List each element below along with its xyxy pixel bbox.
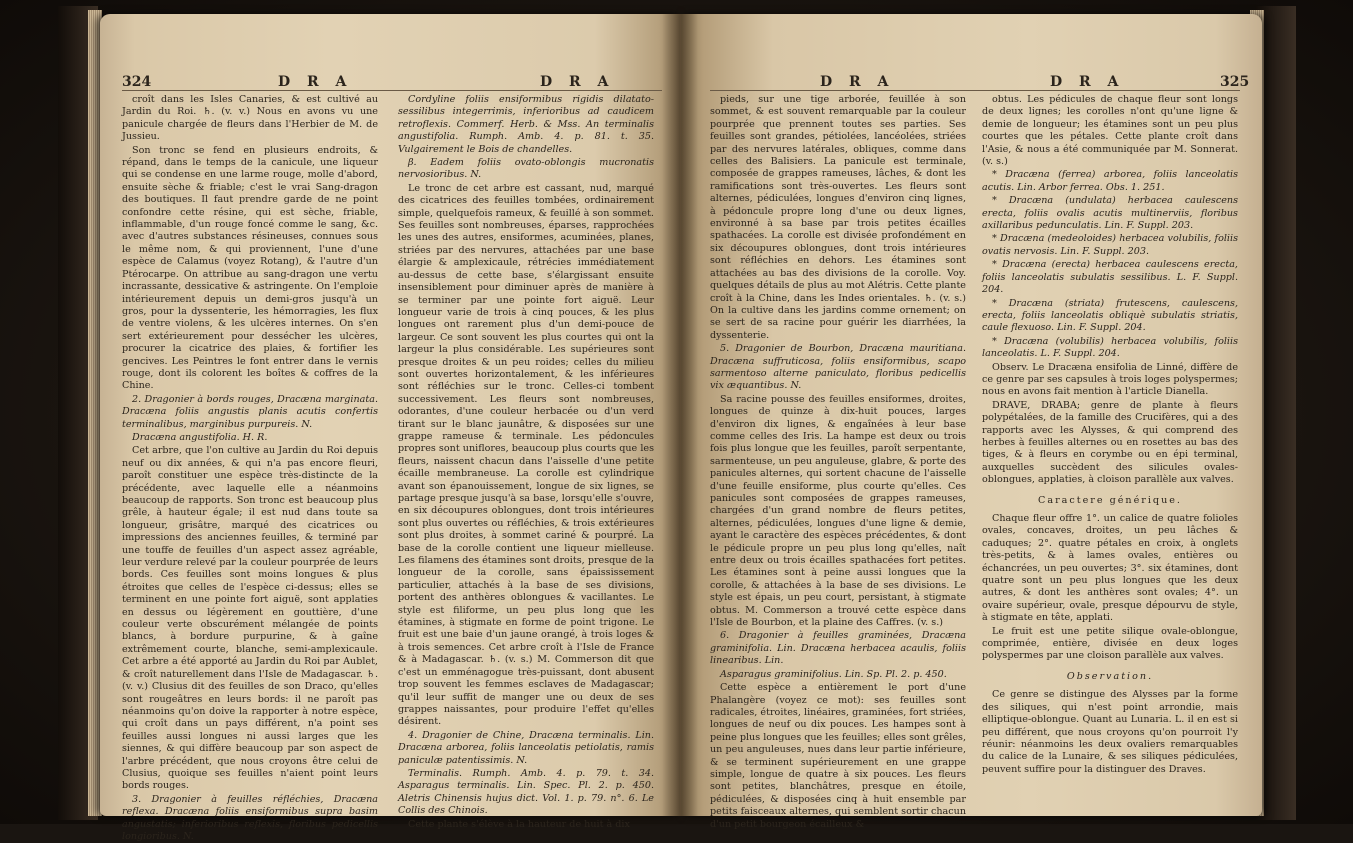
left-running-head-col1: D R A — [278, 74, 353, 90]
left-column-2 — [398, 94, 654, 830]
paragraph: Le tronc de cet arbre est cassant, nud, marqué des cicatrices des feuilles tombées, ordinairement simple, quelquefois rameux, & feuillé à son sommet. Ses feuilles sont nombreuses, éparses, rapprochées les unes des autres, ensiformes, acuminées, planes, striées par des nervures, attachées par une base élargie & amplexicaule, rétrécies immédiatement au-dessus de cette base, s'élargissant ensuite insensiblement pour diminuer après de manière à se terminer par une pointe fort aiguë. Leur longueur varie de trois à cinq pouces, & les plus longues ont rarement plus d'un demi-pouce de largeur. Ce sont souvent les plus courtes qui ont la largeur la plus considérable. Les supérieures sont presque droites & un peu roides; celles du milieu sont ouvertes horizontalement, & les inférieures sont réfléchies sur le tronc. Celles-ci tombent successivement. Les fleurs sont nombreuses, odorantes, d'une couleur herbacée ou d'un verd tirant sur le blanc jaunâtre, & disposées sur une grappe rameuse & terminale. Les pédoncules propres sont uniflores, beaucoup plus courts que les fleurs, naissent chacun dans l'aisselle d'une petite écaille membraneuse. La corolle est cylindrique avant son épanouissement, longue de six lignes, se partage presque jusqu'à sa base, lorsqu'elle s'ouvre, en six découpures oblongues, dont trois intérieures sont plus ouvertes ou réfléchies, & trois extérieures sont plus droites, à sommet cariné & pourpré. La base de la corolle contient une liqueur mielleuse. Les filamens des étamines sont droits, presque de la longueur de la corolle, sans épaississement particulier, attachés à la base de ses divisions, portent des anthères oblongues & vacillantes. Le style est filiforme, un peu plus long que les étamines, à stigmate en forme de point trigone. Le fruit est une baie d'un jaune orangé, à trois loges & à trois semences. Cet arbre croît à l'Isle de France & à Madagascar. ♄. (v. s.) M. Commerson dit que c'est un emménagogue très-puissant, dont abusent trop souvent les femmes esclaves de Madagascar; qu'il leur suffit de manger une ou deux de ses grappes naissantes, pour produire l'effet qu'elles désirent. — [398, 182, 654, 728]
paragraph: Son tronc se fend en plusieurs endroits, & répand, dans le temps de la canicule, une liqueur qui se condense en une larme rouge, molle d'abord, ensuite sèche & friable; c'est le vrai Sang-dragon des boutiques. Il faut prendre garde de ne point confondre cette résine, qui est sèche, friable, inflammable, d'un rouge foncé comme le sang, &c. avec d'autres substances résineuses, connues sous le même nom, & qui proviennent, l'une d'une espèce de Calamus (voyez Rotang), & l'autre d'un Ptérocarpe. On attribue au sang-dragon une vertu incrassante, dessicative & astringente. On l'emploie intérieurement depuis un demi-gros jusqu'à un gros, pour la dyssenterie, les hémorragies, les flux de ventre violens, & les ulcères internes. On s'en sert extérieurement pour dessécher les ulcères, procurer la cicatrice des plaies, & fortifier les gencives. Les Peintres le font entrer dans le vernis rouge, dont ils colorent les boîtes & coffres de la Chine. — [122, 144, 378, 392]
book-gutter — [662, 14, 698, 816]
paragraph: Ce genre se distingue des Alysses par la forme des siliques, qui n'est point arrondie, mais elliptique-oblongue. Quant au Lunaria. L. il en est si peu différent, que nous croyons qu'on pourroit l'y réunir: néanmoins les deux ovaliers remarquables du calice de la Lunaire, & ses siliques pédiculées, peuvent suffire pour la distinguer des Draves. — [982, 689, 1238, 775]
right-header-rule — [710, 90, 1240, 91]
right-page — [680, 14, 1262, 830]
genus-entry: DRAVE, DRABA; genre de plante à fleurs polypétalées, de la famille des Crucifères, qui a des rapports avec les Alysses, & qui comprend des herbes à feuilles alternes ou en rosettes au bas des tiges, & à fleurs en corymbe ou en épi terminal, auxquelles succèdent des silicules ovales-oblongues, applaties, à cloison parallèle aux valves. — [982, 399, 1238, 486]
species-note: * Dracæna (erecta) herbacea caulescens erecta, foliis lanceolatis subulatis sessilibus. L. F. Suppl. 204. — [982, 259, 1238, 296]
species-note: * Dracæna (striata) frutescens, caulescens, erecta, foliis lanceolatis obliquè subulatis striatis, caule flexuoso. Lin. F. Suppl. 204. — [982, 297, 1238, 334]
paragraph: pieds, sur une tige arborée, feuillée à son sommet, & est souvent remarquable par la couleur pourprée que prennent toutes ses parties. Ses feuilles sont grandes, pétiolées, lancéolées, striées par des nervures latérales, obliques, comme dans celles des Balisiers. La panicule est terminale, composée de grappes rameuses, lâches, & dont les ramifications sont très-ouvertes. Les fleurs sont alternes, pédiculées, longues d'environ cinq lignes, à pédoncule propre long d'une ou deux lignes, environné à sa base par trois petites écailles spathacées. La corolle est divisée profondément en six découpures oblongues, dont trois intérieures sont réfléchies en dehors. Les étamines sont attachées au bas des divisions de la corolle. Voy. quelques détails de plus au mot Alétris. Cette plante croît à la Chine, dans les Indes orientales. ♄. (v. s.) On la cultive dans les jardins comme ornement; on se sert de sa racine pour guérir les diarrhées, la dyssenterie. — [710, 94, 966, 341]
synonym: Dracæna angustifolia. H. R. — [132, 431, 268, 443]
synonym: Cordyline foliis ensiformibus rigidis dilatato-sessilibus integerrimis, inferioribus ad caudicem retroflexis. Commerf. Herb. & Mss. An terminalis angustifolia. Rumph. Amb. 4. p. 81. t. 35. Vulgairement le Bois de chandelles. — [398, 94, 654, 155]
synonym: Asparagus graminifolius. Lin. Sp. Pl. 2. p. 450. — [720, 668, 947, 680]
species-entry: 6. Dragonier à feuilles graminées, Dracæna graminifolia. Lin. Dracæna herbacea acaulis, foliis linearibus. Lin. — [710, 630, 966, 667]
paragraph: Sa racine pousse des feuilles ensiformes, droites, longues de quinze à dix-huit pouces, larges d'environ dix lignes, & engaînées à leur base comme celles des Iris. La hampe est deux ou trois fois plus longue que les feuilles, paroît serpentante, sarmenteuse, un peu anguleuse, glabre, & porte des panicules alternes, qui sortent chacune de l'aisselle d'une feuille ensiforme, plus courte qu'elles. Ces panicules sont composées de grappes rameuses, chargées d'un grand nombre de fleurs petites, alternes, pédiculées, longues d'une ligne & demie, ayant le caractère des espèces précédentes, & dont le pédicule propre un peu plus long qu'elles, naît entre deux ou trois écailles spathacées fort petites. Les étamines sont à peine aussi longues que la corolle, & attachées à la base de ses divisions. Le style est épais, un peu court, persistant, à stigmate obtus. M. Commerson a trouvé cette espèce dans l'Isle de Bourbon, et la plaine des Caffres. (v. s.) — [710, 393, 966, 629]
left-header-rule — [122, 90, 662, 91]
species-entry: 4. Dragonier de Chine, Dracæna terminalis. Lin. Dracæna arborea, foliis lanceolatis petiolatis, ramis paniculæ patentissimis. N. — [398, 729, 654, 766]
variety: β. Eadem foliis ovato-oblongis mucronatis nervosioribus. N. — [398, 157, 654, 181]
left-running-head-col2: D R A — [540, 74, 615, 90]
species-note: * Dracæna (volubilis) herbacea volubilis, foliis lanceolatis. L. F. Suppl. 204. — [982, 335, 1238, 360]
species-entry: 2. Dragonier à bords rouges, Dracæna marginata. Dracæna foliis angustis planis acutis confertis terminalibus, marginibus purpureis. N. — [122, 393, 378, 430]
right-column-2 — [982, 94, 1238, 794]
section-heading: Caractere générique. — [1038, 494, 1182, 506]
species-note: * Dracæna (ferrea) arborea, foliis lanceolatis acutis. Lin. Arbor ferrea. Obs. 1. 251. — [982, 169, 1238, 193]
section-heading: Observation. — [1066, 670, 1154, 682]
right-column-1 — [710, 94, 966, 830]
paragraph: obtus. Les pédicules de chaque fleur sont longs de deux lignes; les corolles n'ont qu'une ligne & demie de longueur; les étamines sont un peu plus courtes que les pétales. Cette plante croît dans l'Asie, & nous a été communiquée par M. Sonnerat. (v. s.) — [982, 94, 1238, 168]
left-column-1 — [122, 94, 378, 842]
right-running-head-col2: D R A — [1050, 74, 1125, 90]
paragraph: croît dans les Isles Canaries, & est cultivé au Jardin du Roi. ♄. (v. v.) Nous en avons vu une panicule chargée de fleurs dans l'Herbier de M. de Jussieu. — [122, 94, 378, 143]
right-page-number: 325 — [1220, 74, 1250, 90]
paragraph: Cet arbre, que l'on cultive au Jardin du Roi depuis neuf ou dix années, & qui n'a pas encore fleuri, paroît constituer une espèce très-distincte de la précédente, avec laquelle elle a néanmoins beaucoup de rapports. Son tronc est beaucoup plus grêle, à hauteur égale; il est nud dans toute sa longueur, grisâtre, marqué des cicatrices ou impressions des anciennes feuilles, & terminé par une touffe de feuilles d'un aspect assez agréable, leur verdure relevé par la couleur pourprée de leurs bords. Ces feuilles sont moins longues & plus étroites que celles de l'espèce ci-dessus; elles se terminent en une pointe fort aiguë, sont applaties en dessus ou légèrement en gouttière, d'une couleur verte obscurément mélangée de points blancs, à bordure purpurine, & à gaîne extrêmement courte, blanche, semi-amplexicaule. Cet arbre a été apporté au Jardin du Roi par Aublet, & croît naturellement dans l'Isle de Madagascar. ♄. (v. v.) Clusius dit des feuilles de son Draco, qu'elles sont rougeâtres en leurs bords: il ne paroît pas néanmoins qu'on doive la rapporter à notre espèce, qui croît dans un pays différent, n'a point ses feuilles aussi longues ni aussi larges que les siennes, & qui diffère beaucoup par son aspect de l'arbre précédent, que nous croyons être celui de Clusius, quoique ses feuilles n'aient point leurs bords rouges. — [122, 445, 378, 792]
paragraph: Le fruit est une petite silique ovale-oblongue, comprimée, entière, divisée en deux loges polyspermes par une cloison parallèle aux valves. — [982, 625, 1238, 662]
paragraph: Chaque fleur offre 1°. un calice de quatre folioles ovales, concaves, droites, un peu lâches & caduques; 2°. quatre pétales en croix, à onglets très-petits, & à lames ovales, entières ou échancrées, un peu ouvertes; 3°. six étamines, dont quatre sont un peu plus longues que les deux autres, & dont les anthères sont ovales; 4°. un ovaire supérieur, ovale, presque dépourvu de style, à stigmate en tête, applati. — [982, 513, 1238, 624]
left-page — [100, 14, 682, 842]
species-entry: 5. Dragonier de Bourbon, Dracæna mauritiana. Dracæna suffruticosa, foliis ensiformibus, scapo sarmentoso alterne paniculato, floribus pedicellis vix æquantibus. N. — [710, 343, 966, 392]
species-note: * Dracæna (undulata) herbacea caulescens erecta, foliis ovalis acutis multinerviis, floribus axillaribus pedunculatis. Lin. F. Suppl. 203. — [982, 195, 1238, 232]
right-running-head-col1: D R A — [820, 74, 895, 90]
species-entry: 3. Dragonier à feuilles réfléchies, Dracæna reflexa. Dracæna foliis ensiformibus supra basim angustatis; inferioribus reflexis, floribus pedicellis longioribus. N. — [122, 793, 378, 842]
observation-note: Observ. Le Dracæna ensifolia de Linné, diffère de ce genre par ses capsules à trois loges polyspermes; nous en avons fait mention à l'article Dianella. — [982, 361, 1238, 398]
paragraph: Cette plante s'élève à la hauteur de huit à dix — [408, 818, 630, 830]
species-note: * Dracæna (medeoloides) herbacea volubilis, foliis ovatis nervosis. Lin. F. Suppl. 203. — [982, 233, 1238, 257]
paragraph: Cette espèce a entièrement le port d'une Phalangère (voyez ce mot): ses feuilles sont radicales, étroites, linéaires, graminées, fort striées, longues de neuf ou dix pouces. Les hampes sont à peine plus longues que les feuilles; elles sont grêles, un peu anguleuses, nues dans leur partie inférieure, & se terminent supérieurement en une grappe simple, longue de quatre à six pouces. Les fleurs sont petites, blanchâtres, presque en étoile, pédiculées, & disposées cinq à huit ensemble par petits faisceaux alternes, qui semblent sortir chacun d'un petit bourgeon écailleux & — [710, 682, 966, 830]
left-page-number: 324 — [122, 74, 152, 90]
synonym: Terminalis. Rumph. Amb. 4. p. 79. t. 34. Asparagus terminalis. Lin. Spec. Pl. 2. p. 450. Aletris Chinensis hujus dict. Vol. 1. p. 79. n°. 6. Le Collis des Chinois. — [398, 767, 654, 817]
